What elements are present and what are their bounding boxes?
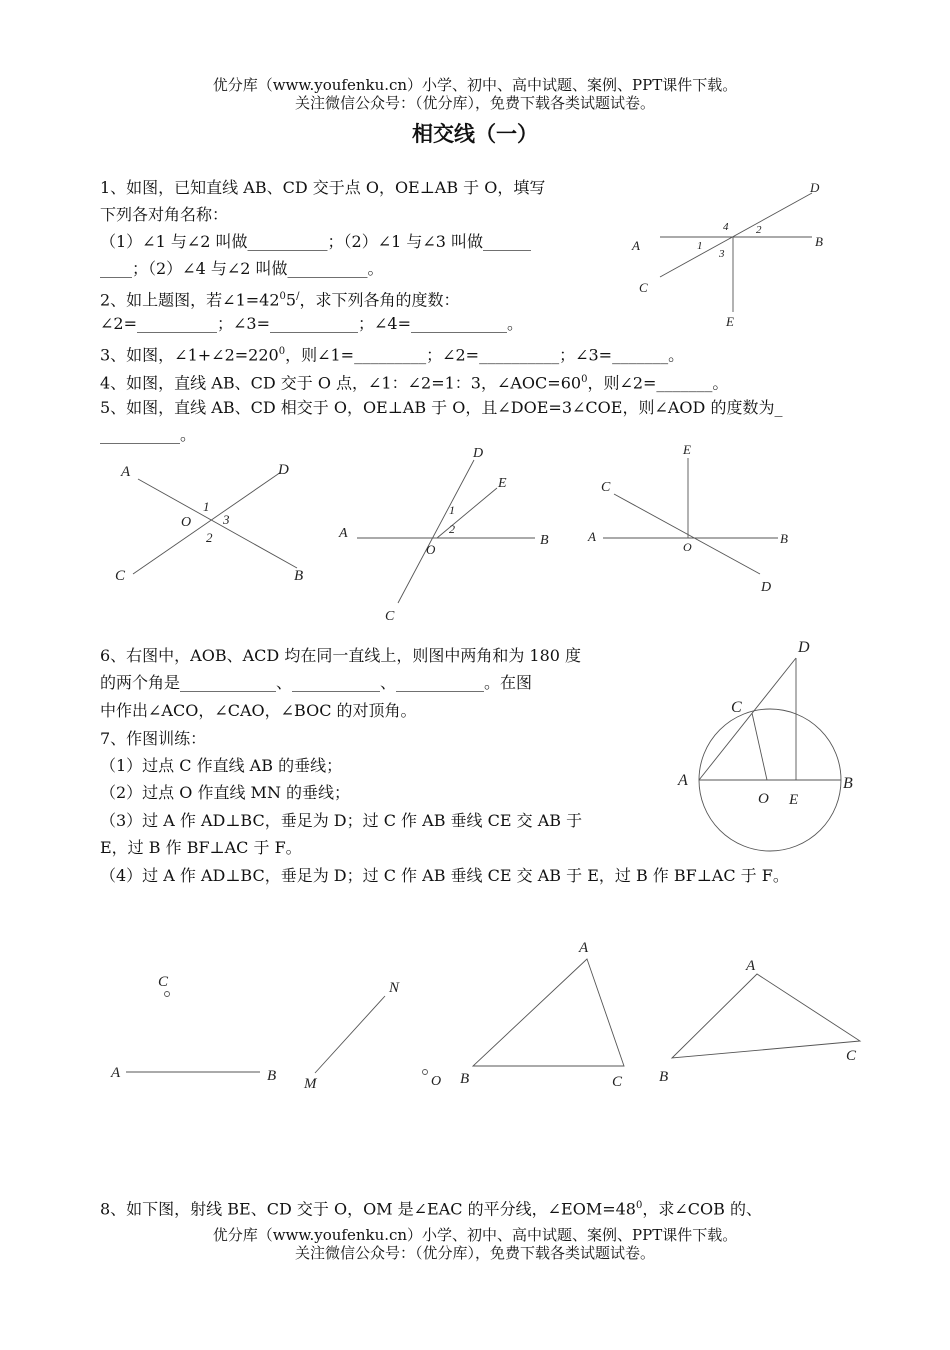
label-a: A [588,529,596,544]
q8-line: 8、如下图，射线 BE、CD 交于 O，OM 是∠EAC 的平分线，$\angle EOM=48^0$，求∠COB 的、 [100,1199,762,1219]
header-line-2: 关注微信公众号：（优分库），免费下载各类试题试卷。 [294,94,655,112]
q7-line-2: （1）过点 C 作直线 AB 的垂线； [100,756,343,775]
label-o: O [758,791,769,807]
label-o: O [683,540,692,554]
label-2: 2 [756,224,762,236]
label-b: B [267,1068,277,1084]
label-c: C [385,609,395,624]
triangle-abc-2 [672,974,860,1058]
label-e: E [726,314,734,329]
label-b: B [540,533,549,548]
q4-line: 4、如图，直线 AB、CD 交于 O 点，∠1：∠2=1：3，$\angle AOC=60^0$，则∠2=_______。 [100,373,729,393]
label-c: C [601,480,611,495]
line-mn [315,996,385,1073]
point-o [423,1070,428,1075]
q1-line-1: 1、如图，已知直线 AB、CD 交于点 O，OE⊥AB 于 O，填写 [100,178,546,197]
q2-line-1: 2、如上题图，若$\angle 1=42^05^/$，求下列各角的度数： [100,290,460,310]
label-d: D [798,639,810,656]
q7-line-1: 7、作图训练： [100,729,207,748]
label-a: A [632,238,640,253]
label-c: C [731,699,742,716]
label-b: B [659,1069,669,1085]
label-d: D [761,580,772,595]
label-e: E [789,792,799,808]
q5-line-2: __________。 [100,425,197,444]
header-line-1: 优分库（www.youfenku.cn）小学、初中、高中试题、案例、PPT课件下载。 [212,76,738,94]
label-b: B [460,1071,470,1087]
label-c: C [846,1048,857,1064]
point-c [165,992,170,997]
q6-line-1: 6、右图中，AOB、ACD 均在同一直线上，则图中两角和为 180 度 [100,646,582,665]
q7-line-6: （4）过 A 作 AD⊥BC，垂足为 D；过 C 作 AB 垂线 CE 交 AB 于 E，过 B 作 BF⊥AC 于 F。 [100,866,789,885]
label-n: N [389,980,400,996]
q6-line-2: 的两个角是____________、___________、___________。在图 [100,673,533,692]
label-b: B [294,568,304,584]
label-d: D [810,180,820,195]
label-c: C [639,280,648,295]
label-4: 4 [723,221,729,233]
label-e: E [498,476,507,491]
label-d: D [278,462,289,478]
label-a: A [111,1065,121,1081]
label-c: C [115,568,126,584]
label-a: A [579,940,589,956]
footer-line-1: 优分库（www.youfenku.cn）小学、初中、高中试题、案例、PPT课件下载。 [212,1226,738,1244]
q5-line-1: 5、如图，直线 AB、CD 相交于 O，OE⊥AB 于 O，且∠DOE=3∠COE，则∠AOD 的度数为_ [100,398,783,417]
label-3: 3 [719,248,725,260]
footer-line-2: 关注微信公众号：（优分库），免费下载各类试题试卷。 [294,1244,655,1262]
q7-line-3: （2）过点 O 作直线 MN 的垂线； [100,783,351,802]
page-title: 相交线（一） [412,122,538,146]
q6-line-3: 中作出∠ACO，∠CAO，∠BOC 的对顶角。 [100,701,417,720]
q3-line: 3、如图，$\angle 1+\angle 2=220^0$，则∠1=_________；∠2=__________；∠3=_______。 [100,345,685,365]
label-d: D [473,446,484,461]
label-o: O [181,515,192,530]
label-1: 1 [697,240,703,252]
q1-line-4: ____；（2）∠4 与∠2 叫做__________。 [100,259,384,278]
q7-line-5: E，过 B 作 BF⊥AC 于 F。 [100,838,302,857]
q1-line-3: （1）∠1 与∠2 叫做__________；（2）∠1 与∠3 叫做______ [100,232,532,251]
q1-line-2: 下列各对角名称： [100,205,229,224]
label-o: O [431,1074,442,1089]
label-1: 1 [449,503,455,517]
label-e: E [683,442,691,457]
label-3: 3 [223,512,230,527]
label-o: O [426,542,436,557]
label-1: 1 [203,499,210,514]
label-a: A [121,464,131,480]
label-a: A [678,772,688,789]
label-b: B [815,234,823,249]
q2-line-2: ∠2=__________；∠3=___________；∠4=____________。 [100,314,523,333]
label-c: C [612,1074,623,1090]
label-2: 2 [206,530,213,545]
label-c: C [158,974,169,990]
label-a: A [339,526,348,541]
q7-line-4: （3）过 A 作 AD⊥BC，垂足为 D；过 C 作 AB 垂线 CE 交 AB 于 [100,811,583,830]
label-m: M [304,1076,317,1092]
label-b: B [843,775,853,792]
triangle-abc-1 [473,959,624,1066]
label-2: 2 [449,522,455,536]
label-b: B [780,531,788,546]
label-a: A [746,958,756,974]
